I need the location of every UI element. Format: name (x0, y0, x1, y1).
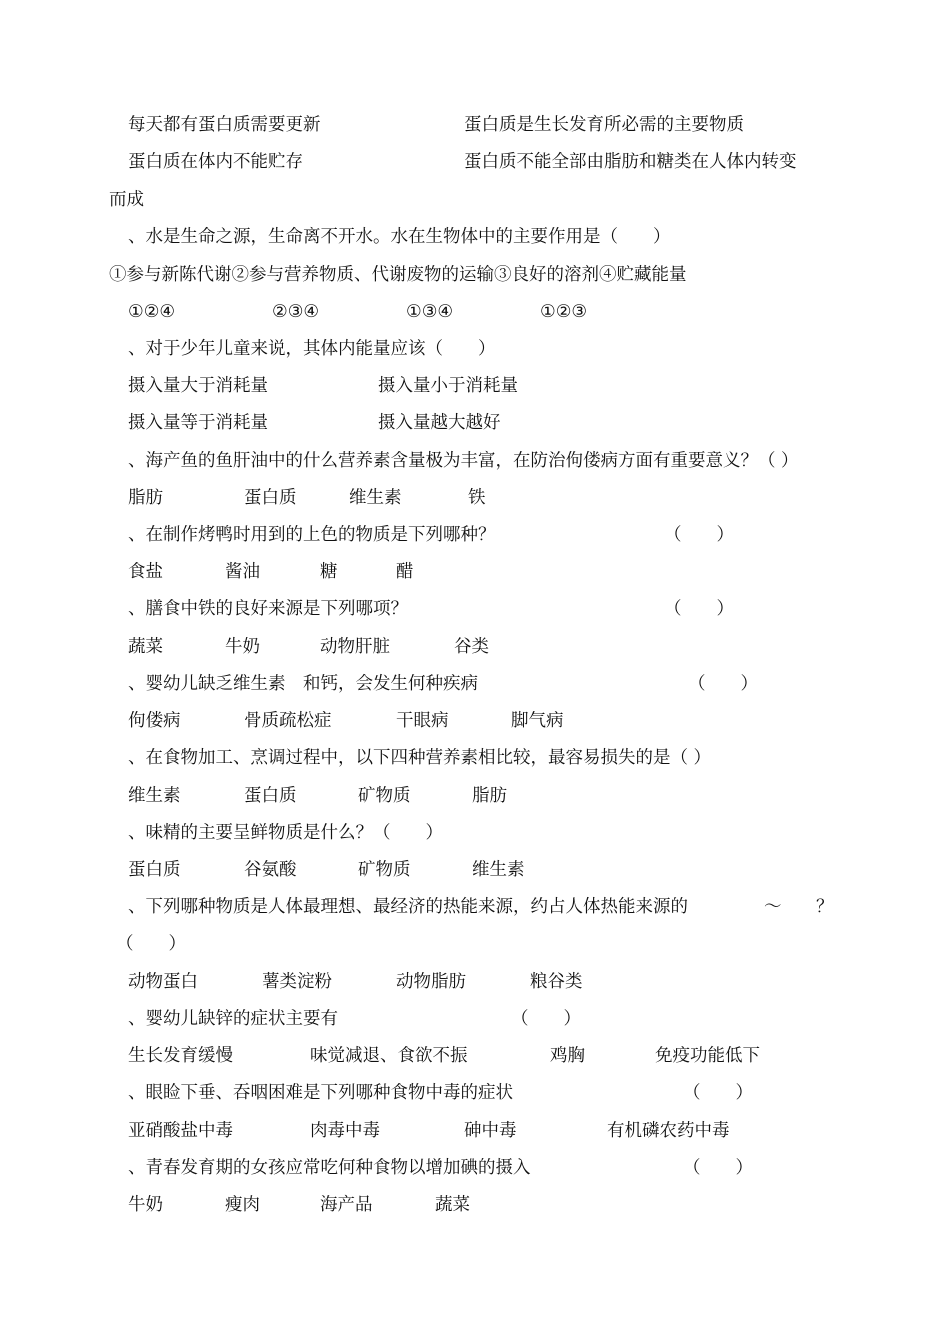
option-d: 谷类 (454, 637, 489, 657)
option-a: 摄入量大于消耗量 (128, 376, 268, 396)
option-c: 矿物质 (358, 860, 411, 880)
option-b: 蛋白质 (244, 786, 297, 806)
option-d: ①②③ (540, 302, 588, 322)
option-c: 干眼病 (396, 711, 449, 731)
question-text: 、婴幼儿缺锌的症状主要有 (128, 1009, 338, 1029)
option-a: 维生素 (128, 786, 181, 806)
option-text: 蛋白质是生长发育所必需的主要物质 (464, 115, 744, 135)
answer-bracket: （ ） (511, 1009, 581, 1029)
answer-bracket: （ ） (664, 525, 734, 545)
option-c: 鸡胸 (550, 1046, 585, 1066)
option-b: 蛋白质 (244, 488, 297, 508)
answer-bracket: （ ） (688, 674, 758, 694)
option-d: 铁 (468, 488, 486, 508)
option-c: 摄入量等于消耗量 (128, 413, 268, 433)
question-text: 、对于少年儿童来说，其体内能量应该（ ） (128, 339, 496, 359)
question-text: 、水是生命之源，生命离不开水。水在生物体中的主要作用是（ ） (128, 227, 671, 247)
question-text: 、眼睑下垂、吞咽困难是下列哪种食物中毒的症状 (128, 1083, 513, 1103)
option-d: 粮谷类 (530, 972, 583, 992)
option-b: 味觉减退、食欲不振 (310, 1046, 468, 1066)
option-c: 动物肝脏 (320, 637, 390, 657)
option-a: 脂肪 (128, 488, 163, 508)
question-text: 、在食物加工、烹调过程中，以下四种营养素相比较，最容易损失的是（ ） (128, 748, 712, 768)
option-a: 生长发育缓慢 (128, 1046, 233, 1066)
statement-list: ①参与新陈代谢②参与营养物质、代谢废物的运输③良好的溶剂④贮藏能量 (109, 265, 687, 285)
option-text: 每天都有蛋白质需要更新 (128, 115, 321, 135)
option-c: 动物脂肪 (396, 972, 466, 992)
option-b: 瘦肉 (225, 1195, 260, 1215)
question-text: 、味精的主要呈鲜物质是什么？（ ） (128, 823, 443, 843)
answer-bracket: （ ） (683, 1158, 753, 1178)
option-b: 薯类淀粉 (262, 972, 332, 992)
option-c: ①③④ (406, 302, 454, 322)
option-b: ②③④ (272, 302, 320, 322)
option-c: 砷中毒 (464, 1121, 517, 1141)
question-text: 、下列哪种物质是人体最理想、最经济的热能来源，约占人体热能来源的 (128, 897, 688, 917)
option-d: 摄入量越大越好 (378, 413, 501, 433)
question-text: 、在制作烤鸭时用到的上色的物质是下列哪种？ (128, 525, 496, 545)
option-b: 谷氨酸 (244, 860, 297, 880)
option-d: 脂肪 (472, 786, 507, 806)
option-d: 蔬菜 (435, 1195, 470, 1215)
question-text: 、膳食中铁的良好来源是下列哪项？ (128, 599, 408, 619)
option-a: 食盐 (128, 562, 163, 582)
option-c: 维生素 (349, 488, 402, 508)
option-text-continued: 而成 (109, 190, 144, 210)
option-c: 矿物质 (358, 786, 411, 806)
question-text: 、海产鱼的鱼肝油中的什么营养素含量极为丰富，在防治佝偻病方面有重要意义？（ ） (128, 451, 799, 471)
option-d: 醋 (396, 562, 414, 582)
option-d: 免疫功能低下 (655, 1046, 760, 1066)
option-a: 亚硝酸盐中毒 (128, 1121, 233, 1141)
question-text: 、青春发育期的女孩应常吃何种食物以增加碘的摄入 (128, 1158, 531, 1178)
option-d: 有机磷农药中毒 (607, 1121, 730, 1141)
option-a: ①②④ (128, 302, 176, 322)
option-c: 糖 (320, 562, 338, 582)
question-mark: ？ (816, 897, 834, 917)
answer-bracket: （ ） (116, 934, 186, 954)
range-tilde: ～ (764, 897, 782, 917)
option-d: 脚气病 (511, 711, 564, 731)
answer-bracket: （ ） (683, 1083, 753, 1103)
option-a: 蛋白质 (128, 860, 181, 880)
option-b: 牛奶 (225, 637, 260, 657)
option-d: 维生素 (472, 860, 525, 880)
option-text: 蛋白质在体内不能贮存 (128, 152, 303, 172)
option-b: 骨质疏松症 (244, 711, 332, 731)
option-a: 动物蛋白 (128, 972, 198, 992)
option-a: 牛奶 (128, 1195, 163, 1215)
question-text: 、婴幼儿缺乏维生素 和钙，会发生何种疾病 (128, 674, 478, 694)
option-a: 佝偻病 (128, 711, 181, 731)
answer-bracket: （ ） (664, 599, 734, 619)
option-text: 蛋白质不能全部由脂肪和糖类在人体内转变 (464, 152, 797, 172)
option-a: 蔬菜 (128, 637, 163, 657)
option-b: 肉毒中毒 (310, 1121, 380, 1141)
option-b: 酱油 (225, 562, 260, 582)
option-c: 海产品 (320, 1195, 373, 1215)
option-b: 摄入量小于消耗量 (378, 376, 518, 396)
